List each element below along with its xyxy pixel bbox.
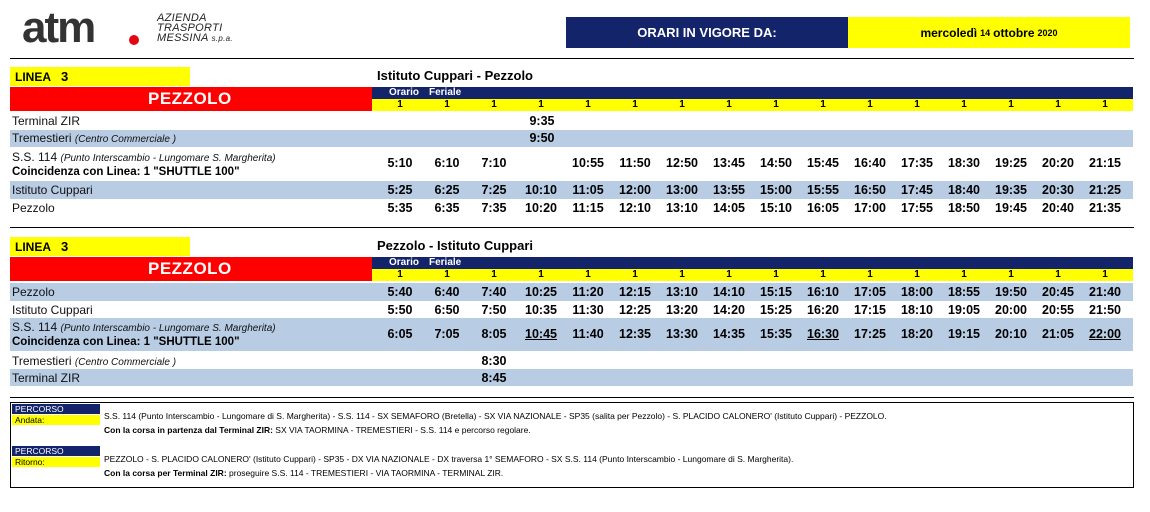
destination-bar: PEZZOLO (10, 87, 372, 111)
stop-name: S.S. 114 (Punto Interscambio - Lungomare S. Margherita) (12, 320, 276, 334)
stop-name: Pezzolo (12, 201, 55, 215)
stop-name: S.S. 114 (Punto Interscambio - Lungomare S. Margherita) (12, 150, 276, 164)
stop-name: Istituto Cuppari (12, 303, 93, 317)
logo-red-dot (129, 35, 139, 45)
stop-name: Tremestieri (Centro Commerciale ) (12, 354, 177, 368)
percorso-tag: PERCORSO (12, 446, 100, 456)
header-separator (10, 58, 1134, 59)
validity-label: ORARI IN VIGORE DA: (566, 17, 848, 48)
section-separator (10, 227, 1134, 228)
table-row: 6:05 7:05 8:05 10:45 11:40 12:35 13:30 14:35 15:35 16:30 17:25 18:20 19:15 20:10 21:05 22:00 (387, 327, 1121, 341)
svg-text:atm: atm (22, 6, 95, 50)
table-row: 9:50 (529, 131, 555, 145)
andata-note: Con la corsa in partenza dal Terminal ZIR: SX VIA TAORMINA - TREMESTIERI - S.S. 114 e percorso regolare. (104, 425, 531, 435)
column-header-bar: Orario Feriale (372, 257, 1133, 269)
column-flags-bar: 1 1 1 1 1 1 1 1 1 1 1 1 1 1 1 1 (372, 269, 1133, 281)
andata-route: S.S. 114 (Punto Interscambio - Lungomare di S. Margherita) - S.S. 114 - SX SEMAFORO (Bretella) - SX VIA NAZIONALE - SP35 (salita per Pezzolo) - S. PLACIDO CALONERO' (Istituto Cuppari) - PEZZOLO. (104, 411, 887, 421)
column-flags-bar: 1 1 1 1 1 1 1 1 1 1 1 1 1 1 1 1 (372, 99, 1133, 111)
percorso-tag: PERCORSO (12, 404, 100, 414)
validity-date: mercoledì 14 ottobre 2020 (848, 17, 1130, 48)
company-name: AZIENDA TRASPORTI MESSINA s.p.a. (157, 12, 233, 44)
route-title: Istituto Cuppari - Pezzolo (377, 68, 533, 83)
ritorno-label: Ritorno: (12, 457, 100, 467)
table-row: 8:45 (481, 371, 507, 385)
table-row: 9:35 (529, 114, 555, 128)
route-title: Pezzolo - Istituto Cuppari (377, 238, 533, 253)
ritorno-note: Con la corsa per Terminal ZIR: proseguire S.S. 114 - TREMESTIERI - VIA TAORMINA - TERMINAL ZIR. (104, 468, 504, 478)
linea-label: LINEA 3 (10, 237, 190, 256)
stop-name: Pezzolo (12, 285, 55, 299)
table-row: 5:40 6:40 7:40 10:25 11:20 12:15 13:10 14:10 15:15 16:10 17:05 18:00 18:55 19:50 20:45 21:40 (387, 285, 1121, 299)
table-row: 5:10 6:10 7:10 10:55 11:50 12:50 13:45 14:50 15:45 16:40 17:35 18:30 19:25 20:20 21:15 (387, 156, 1121, 170)
ritorno-route: PEZZOLO - S. PLACIDO CALONERO' (Istituto Cuppari) - SP35 - DX VIA NAZIONALE - DX traversa 1° SEMAFORO - SX S.S. 114 (Punto Interscambio - Lungomare di S. Margherita). (104, 454, 794, 464)
column-header-bar: Orario Feriale (372, 87, 1133, 99)
andata-label: Andata: (12, 415, 100, 425)
connection-note: Coincidenza con Linea: 1 "SHUTTLE 100" (12, 336, 240, 348)
linea-label: LINEA 3 (10, 67, 190, 86)
stop-name: Terminal ZIR (12, 114, 81, 128)
table-row: 5:35 6:35 7:35 10:20 11:15 12:10 13:10 14:05 15:10 16:05 17:00 17:55 18:50 19:45 20:40 21:35 (387, 201, 1121, 215)
table-row: 5:50 6:50 7:50 10:35 11:30 12:25 13:20 14:20 15:25 16:20 17:15 18:10 19:05 20:00 20:55 21:50 (387, 303, 1121, 317)
connection-note: Coincidenza con Linea: 1 "SHUTTLE 100" (12, 166, 240, 178)
atm-logo (22, 6, 154, 50)
stop-name: Tremestieri (Centro Commerciale ) (12, 131, 177, 145)
stop-name: Istituto Cuppari (12, 183, 93, 197)
destination-bar: PEZZOLO (10, 257, 372, 281)
stop-name: Terminal ZIR (12, 371, 81, 385)
section-separator (10, 397, 1134, 398)
table-row: 5:25 6:25 7:25 10:10 11:05 12:00 13:00 13:55 15:00 15:55 16:50 17:45 18:40 19:35 20:30 21:25 (387, 183, 1121, 197)
table-row: 8:30 (481, 354, 507, 368)
